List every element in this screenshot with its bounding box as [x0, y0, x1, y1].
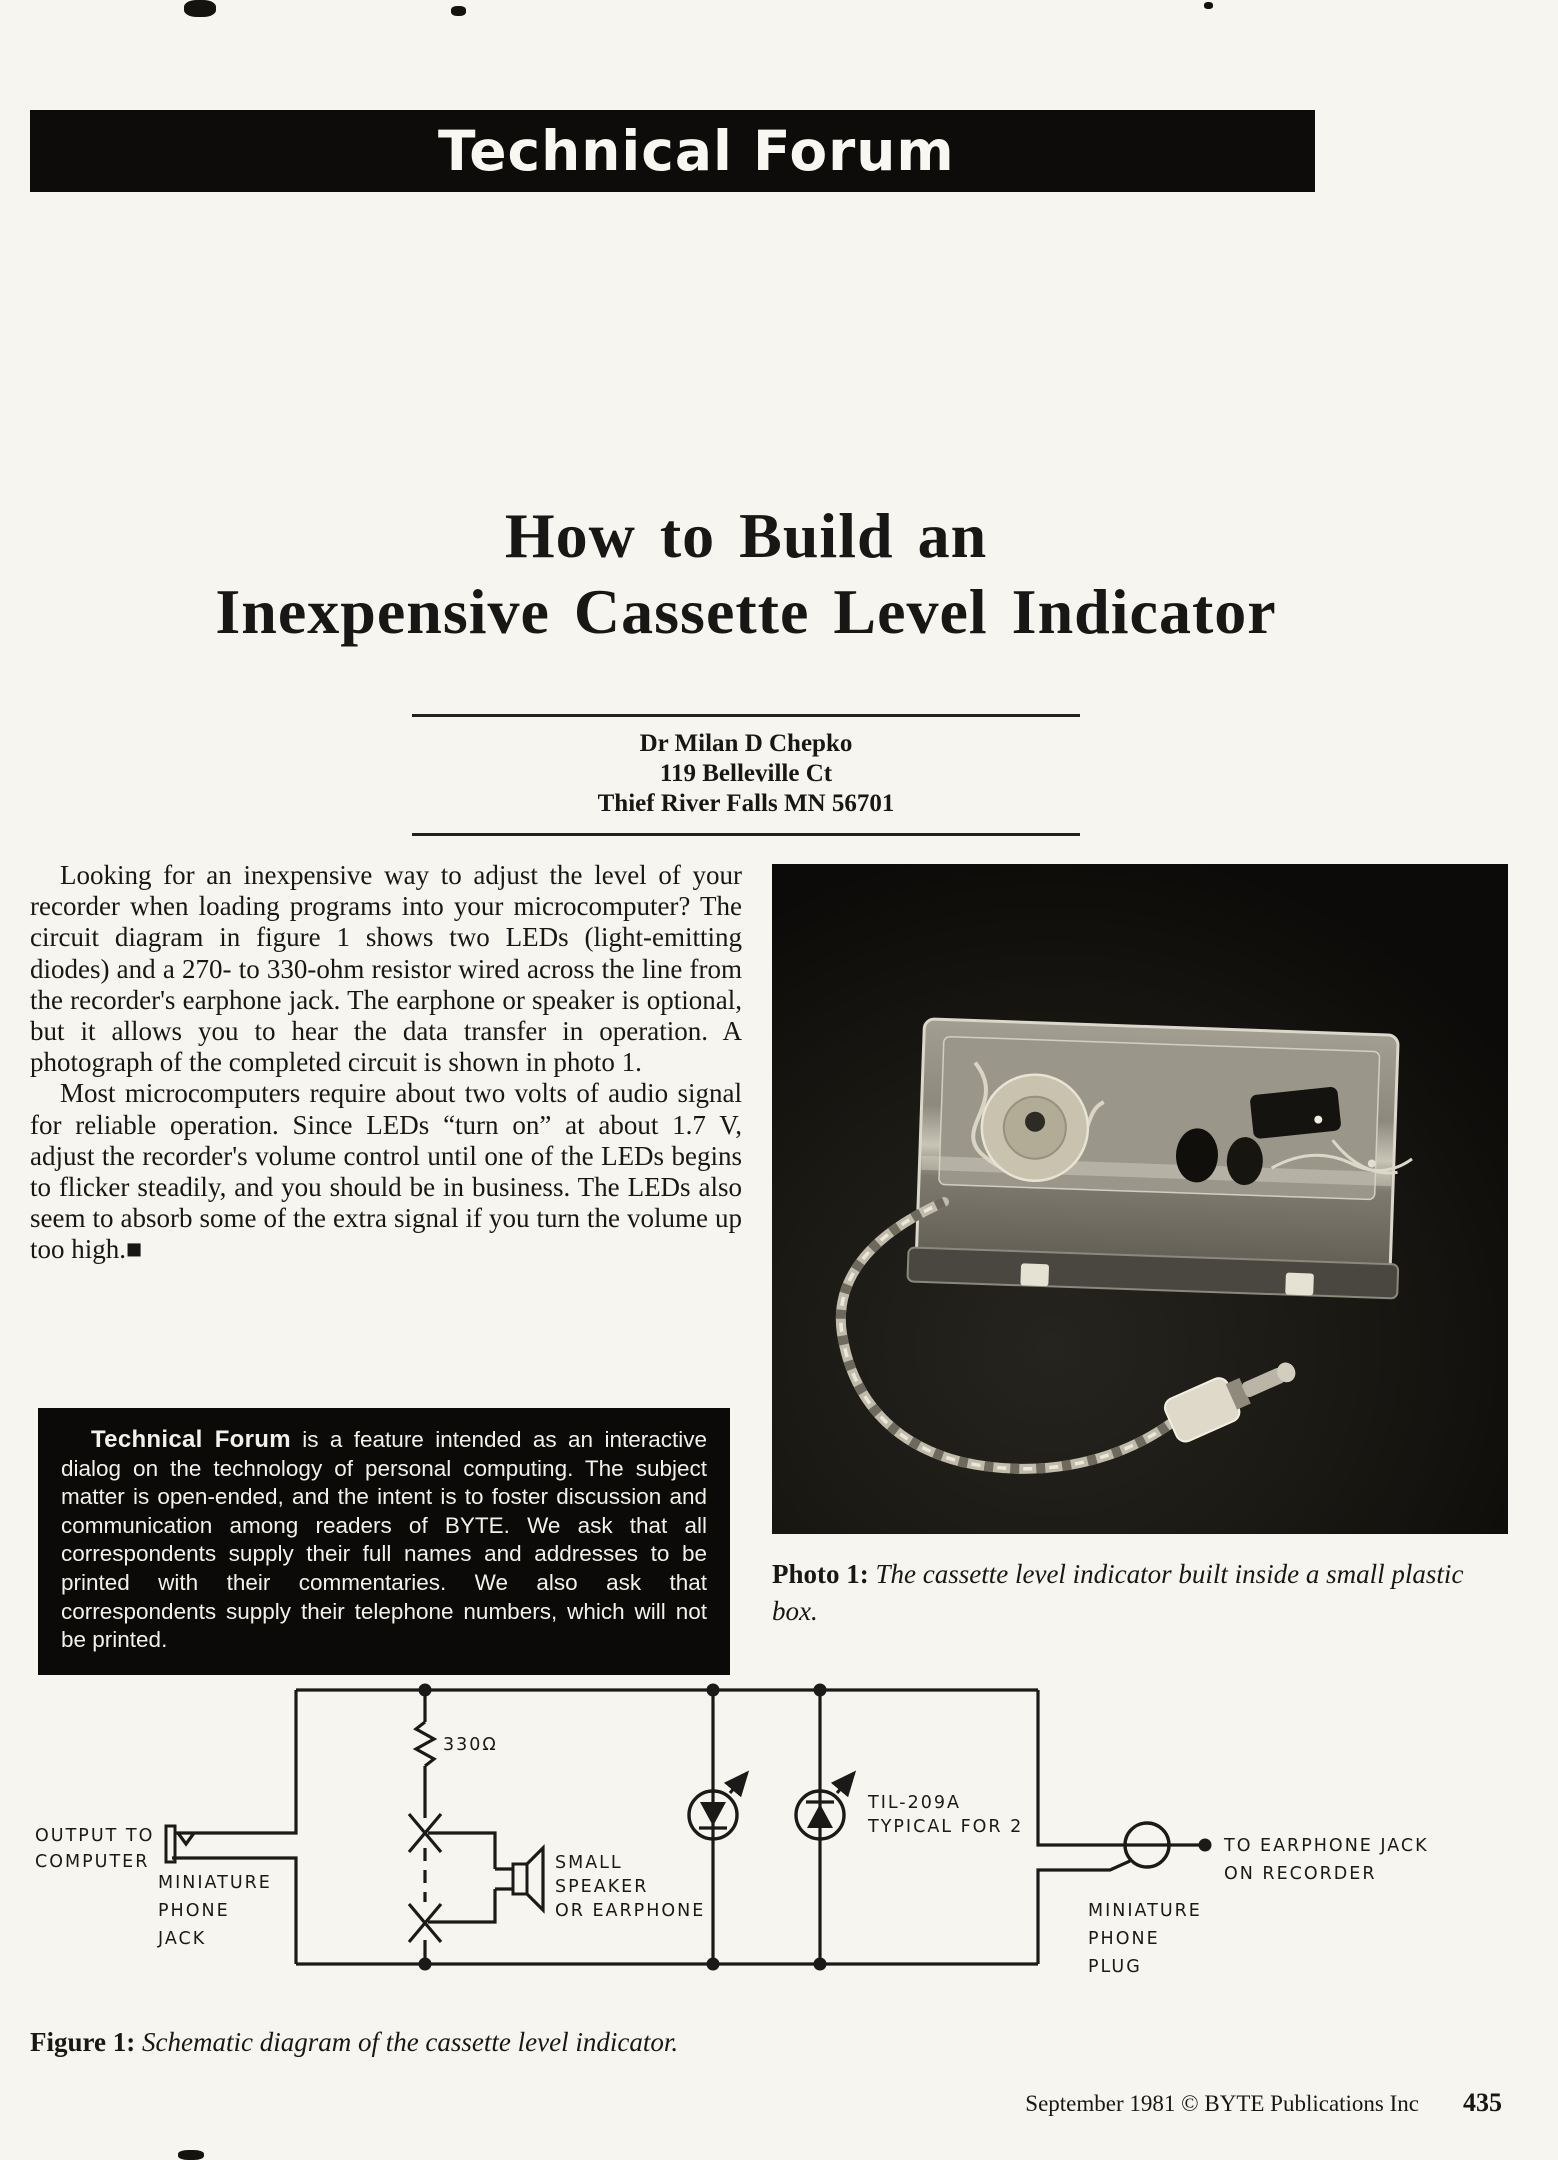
plug-dest-label-1: TO EARPHONE JACK — [1224, 1836, 1429, 1856]
notice-body: is a feature intended as an interactive dialog on the technology of personal computing. The subject matter is open-ended, and the intent is to foster discussion and communication among readers of BYTE. We ask that all correspondents supply their full names and addresses to be printed with their commentaries. We also ask that correspondents supply their telephone numbers, which will not be printed. — [61, 1427, 707, 1653]
scan-speck — [1204, 2, 1213, 9]
author-block — [412, 714, 1080, 836]
photo-caption-label: Photo 1: — [772, 1559, 869, 1589]
page-number: 435 — [1463, 2088, 1502, 2117]
led-1-symbol — [689, 1690, 747, 1964]
box-latch — [1285, 1273, 1314, 1296]
scan-speck — [184, 0, 216, 17]
section-banner — [30, 110, 1315, 192]
scan-speck — [451, 6, 466, 16]
jack-label-1: MINIATURE — [158, 1873, 272, 1893]
scan-speck — [178, 2150, 204, 2160]
input-jack-symbol — [166, 1690, 296, 1964]
photo-caption-text: The cassette level indicator built inside a small plastic box. — [772, 1559, 1464, 1626]
box-latch — [1020, 1263, 1049, 1286]
junction-dots — [419, 1684, 827, 1971]
figure-caption-label: Figure 1: — [30, 2027, 136, 2057]
plug-label-2: PHONE — [1088, 1929, 1160, 1949]
figure-caption — [30, 2024, 890, 2061]
resistor-symbol — [416, 1722, 434, 1766]
speaker-label-1: SMALL — [555, 1853, 623, 1873]
speaker-symbol — [428, 1833, 543, 1922]
page-footer — [1025, 2088, 1502, 2118]
led-label-2: TYPICAL FOR 2 — [868, 1817, 1024, 1837]
plug-label-3: PLUG — [1088, 1957, 1142, 1977]
paragraph-2: Most microcomputers require about two volts of audio signal for reliable operation. Since LEDs “turn on” at about 1.7 V, adjust the recorder's volume control until one of the LEDs begins to flicker steadily, and you should be in business. The LEDs also seem to absorb some of the extra signal if you turn the volume up too high.■ — [30, 1078, 742, 1265]
author-address1: 119 Belleville Ct — [659, 760, 833, 787]
figure-1-schematic — [30, 1650, 1530, 1990]
speaker-label-2: SPEAKER — [555, 1877, 649, 1897]
author-name: Dr Milan D Chepko — [639, 730, 853, 757]
plastic-box — [907, 1019, 1416, 1299]
footer-credit: September 1981 © BYTE Publications Inc — [1025, 2091, 1419, 2116]
article-title-line1: How to Build an — [504, 500, 988, 571]
photo-cassette-indicator — [772, 864, 1508, 1534]
photo-illustration — [772, 864, 1508, 1534]
speaker-label-3: OR EARPHONE — [555, 1901, 706, 1921]
led-2-symbol — [796, 1690, 854, 1964]
led-label-1: TIL-209A — [868, 1793, 961, 1813]
technical-forum-notice — [38, 1408, 730, 1675]
jack-label-3: JACK — [158, 1929, 207, 1949]
figure-caption-text: Schematic diagram of the cassette level indicator. — [135, 2027, 679, 2057]
article-title-line2: Inexpensive Cassette Level Indicator — [215, 576, 1277, 647]
paragraph-1: Looking for an inexpensive way to adjust the level of your recorder when loading programs into your microcomputer? The circuit diagram in figure 1 shows two LEDs (light-emitting diodes) and a 270- to 330-ohm resistor wired across the line from the recorder's earphone jack. The earphone or speaker is optional, but it allows you to hear the data transfer in operation. A photograph of the completed circuit is shown in photo 1. — [30, 860, 742, 1078]
photo-caption — [772, 1556, 1510, 1630]
output-label-2: COMPUTER — [35, 1852, 150, 1872]
plug-dest-label-2: ON RECORDER — [1224, 1864, 1377, 1884]
notice-text — [61, 1426, 707, 1655]
output-plug-symbol — [1038, 1690, 1212, 1964]
jack-label-2: PHONE — [158, 1901, 230, 1921]
output-label-1: OUTPUT TO — [35, 1826, 155, 1846]
notice-lead: Technical Forum — [91, 1426, 291, 1453]
article-body — [30, 860, 742, 1266]
plug-label-1: MINIATURE — [1088, 1901, 1202, 1921]
author-address2: Thief River Falls MN 56701 — [597, 790, 895, 817]
section-banner-title: Technical Forum — [438, 119, 955, 183]
resistor-value-label: 330Ω — [443, 1735, 498, 1755]
article-title — [30, 498, 1462, 650]
